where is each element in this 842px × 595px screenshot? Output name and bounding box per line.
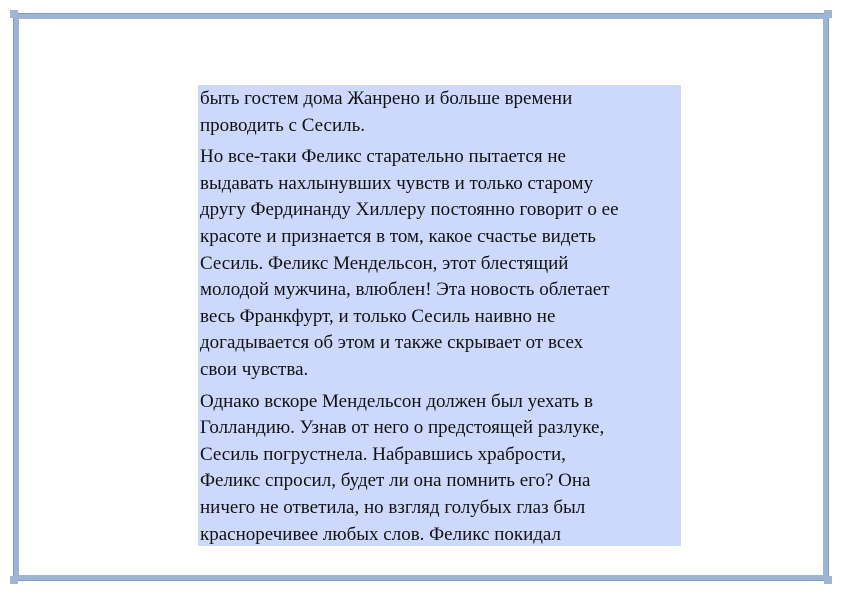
text-line: выдавать нахлынувших чувств и только старому bbox=[200, 172, 594, 194]
text-line: красоте и признается в том, какое счастье видеть bbox=[200, 225, 596, 247]
text-line: Но все-таки Феликс старательно пытается не bbox=[200, 146, 566, 168]
frame-corner-top-left bbox=[10, 10, 18, 18]
text-line: молодой мужчина, влюблен! Эта новость облетает bbox=[200, 279, 610, 301]
text-line: Однако вскоре Мендельсон должен был уехать в bbox=[200, 390, 593, 412]
text-line: быть гостем дома Жанрено и больше времени bbox=[200, 88, 573, 109]
frame-corner-top-right bbox=[824, 10, 832, 18]
text-line: Феликс спросил, будет ли она помнить его? Она bbox=[200, 470, 591, 492]
frame-corner-bottom-left bbox=[10, 576, 18, 584]
paragraph-3 bbox=[200, 389, 681, 546]
text-line: проводить с Сесиль. bbox=[200, 114, 366, 136]
text-line: догадывается об этом и также скрывает от всех bbox=[200, 332, 584, 354]
text-line: другу Фердинанду Хиллеру постоянно говорит о ее bbox=[200, 199, 619, 221]
text-line: весь Франкфурт, и только Сесиль наивно не bbox=[200, 305, 556, 327]
paragraph-1 bbox=[200, 86, 681, 139]
text-line: Сесиль погрустнела. Набравшись храбрости, bbox=[200, 443, 566, 465]
text-line: Голландию. Узнав от него о предстоящей разлуке, bbox=[200, 417, 605, 439]
text-line: красноречивее любых слов. Феликс покидал bbox=[200, 523, 562, 545]
text-line: Сесиль. Феликс Мендельсон, этот блестящий bbox=[200, 252, 569, 274]
frame-corner-bottom-right bbox=[824, 576, 832, 584]
text-line: ничего не ответила, но взгляд голубых глаз был bbox=[200, 496, 586, 518]
text-block bbox=[198, 85, 681, 546]
text-line: свои чувства. bbox=[200, 358, 309, 380]
paragraph-2 bbox=[200, 144, 681, 383]
